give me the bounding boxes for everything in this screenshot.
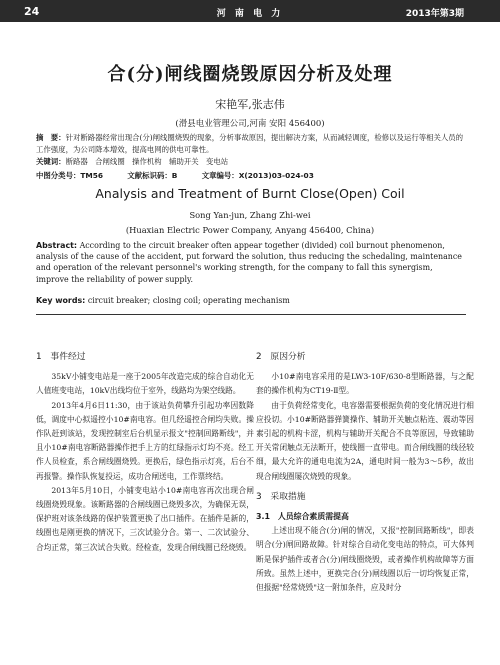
left-column <box>36 350 254 555</box>
abstract-zh-text: 针对断路器经常出现合(分)闸线圈烧毁的现象，分析事故原因，提出解决方案，从而减轻调度，检修以及运行等相关人员的工作强度，为公司降本增效，提高电网的供电可靠性。 <box>36 133 464 154</box>
keywords-en-text: circuit breaker; closing coil; operating mechanism <box>87 296 290 305</box>
classification-line <box>36 170 466 181</box>
body-paragraph: 2013年4月6日11:30，由于该站负荷攀升引起功率因数降低，调度中心拟遥控小10#南电容。但几经遥控合闸均失败。操作队赶到该站，发现控制室后台机显示报文"控制回路断线"，并且小10#南电容断路器操作把手上方的红绿指示灯均不亮。经工作人员检查，系合闸线圈烧毁。更换后，绿色指示灯亮，后台不再报警。操作队恢复投运，成功合闸送电，工作票终结。 <box>36 400 254 481</box>
section-heading-1: 1 事件经过 <box>36 352 86 362</box>
authors-en: Song Yan-jun, Zhang Zhi-wei <box>189 210 311 220</box>
article-number: 文章编号：X(2013)03-024-03 <box>201 171 314 180</box>
abstract-zh-label: 摘 要： <box>36 133 66 142</box>
issue-label: 2013年第3期 <box>405 9 464 19</box>
affiliation-zh: (滑县电业管理公司,河南 安阳 456400) <box>175 119 325 129</box>
paper-title-en: Analysis and Treatment of Burnt Close(Open) Coil <box>95 186 405 201</box>
abstract-divider <box>36 314 466 315</box>
clc-number: 中图分类号：TM56 <box>36 171 104 180</box>
authors-zh: 宋艳军,张志伟 <box>215 98 285 111</box>
keywords-en <box>36 296 466 305</box>
document-code: 文献标识码：B <box>127 171 178 180</box>
affiliation-en: (Huaxian Electric Power Company, Anyang 456400, China) <box>125 225 375 235</box>
body-paragraph: 35kV小铺变电站是一座于2005年改造完成的综合自动化无人值班变电站，10kV出线均位于室外，线路均为架空线路。 <box>36 372 254 396</box>
body-paragraph: 上述出现不能合(分)闸的情况，又报"控制回路断线"，即表明合(分)闸回路故障。针对综合自动化变电站的特点，可大体判断是保护插件或者合(分)闸线圈烧毁，或者操作机构故障等方面所致。虽然上述中，更换完合(分)闸线圈以后一切均恢复正常，但报据"经常烧毁"这一附加条件，应及时分 <box>256 526 474 593</box>
section-heading-2: 2 原因分析 <box>256 352 306 362</box>
keywords-zh-label: 关键词： <box>36 157 66 166</box>
body-paragraph: 由于负荷经常变化，电容器需要根据负荷的变化情况进行相应投切。小10#断路器弹簧操作、辅助开关触点粘连、震动等因素引起的机构卡涩，机构与辅助开关配合不良等原因，导致辅助开关常闭触点无法断开，使线圈一直带电。而合闸线圈的线径较细，最大允许的通电电流为2A，通电时间一般为3～5秒，故出现合闸线圈屡次烧毁的现象。 <box>256 400 474 481</box>
subsection-heading-3-1: 3.1 人员综合素质需提高 <box>256 512 349 522</box>
keywords-en-label: Key words: <box>36 296 86 305</box>
abstract-en <box>36 240 466 285</box>
keywords-zh-text: 断路器 合闸线圈 操作机构 辅助开关 变电站 <box>65 157 229 166</box>
abstract-en-text: According to the circuit breaker often appear together (divided) coil burnout phenomenon, analysis of the cause of the accident, put forward the solution, thus reducing the schedaling, maintenance and operation of the relevant personnel's working strength, for the company to fall this synergism, improve the reliability of power supply. <box>36 241 462 284</box>
section-heading-3: 3 采取措施 <box>256 491 306 502</box>
body-paragraph: 2013年5月10日，小铺变电站小10#南电容再次出现合闸线圈烧毁现象。该断路器的合闸线圈已烧毁多次，为确保无误，保护班对该条线路的保护装置更换了出口插件。在插件是新的，线圈也是刚更换的情况下，三次试验分合。第一、二次试验分、合均正常，第三次试合失败。经检查，发现合闸线圈已经烧毁。 <box>36 485 254 552</box>
abstract-zh <box>36 132 466 168</box>
abstract-en-label: Abstract: <box>36 241 78 250</box>
right-column <box>256 350 474 595</box>
body-paragraph: 小10#南电容采用的是LW3-10F/630-8型断路器，与之配套的操作机构为CT19-Ⅱ型。 <box>256 372 474 396</box>
page-number: 24 <box>24 5 40 18</box>
paper-title-zh: 合(分)闸线圈烧毁原因分析及处理 <box>107 64 393 85</box>
journal-name: 河 南 电 力 <box>216 9 284 19</box>
journal-header-bar <box>0 0 500 22</box>
